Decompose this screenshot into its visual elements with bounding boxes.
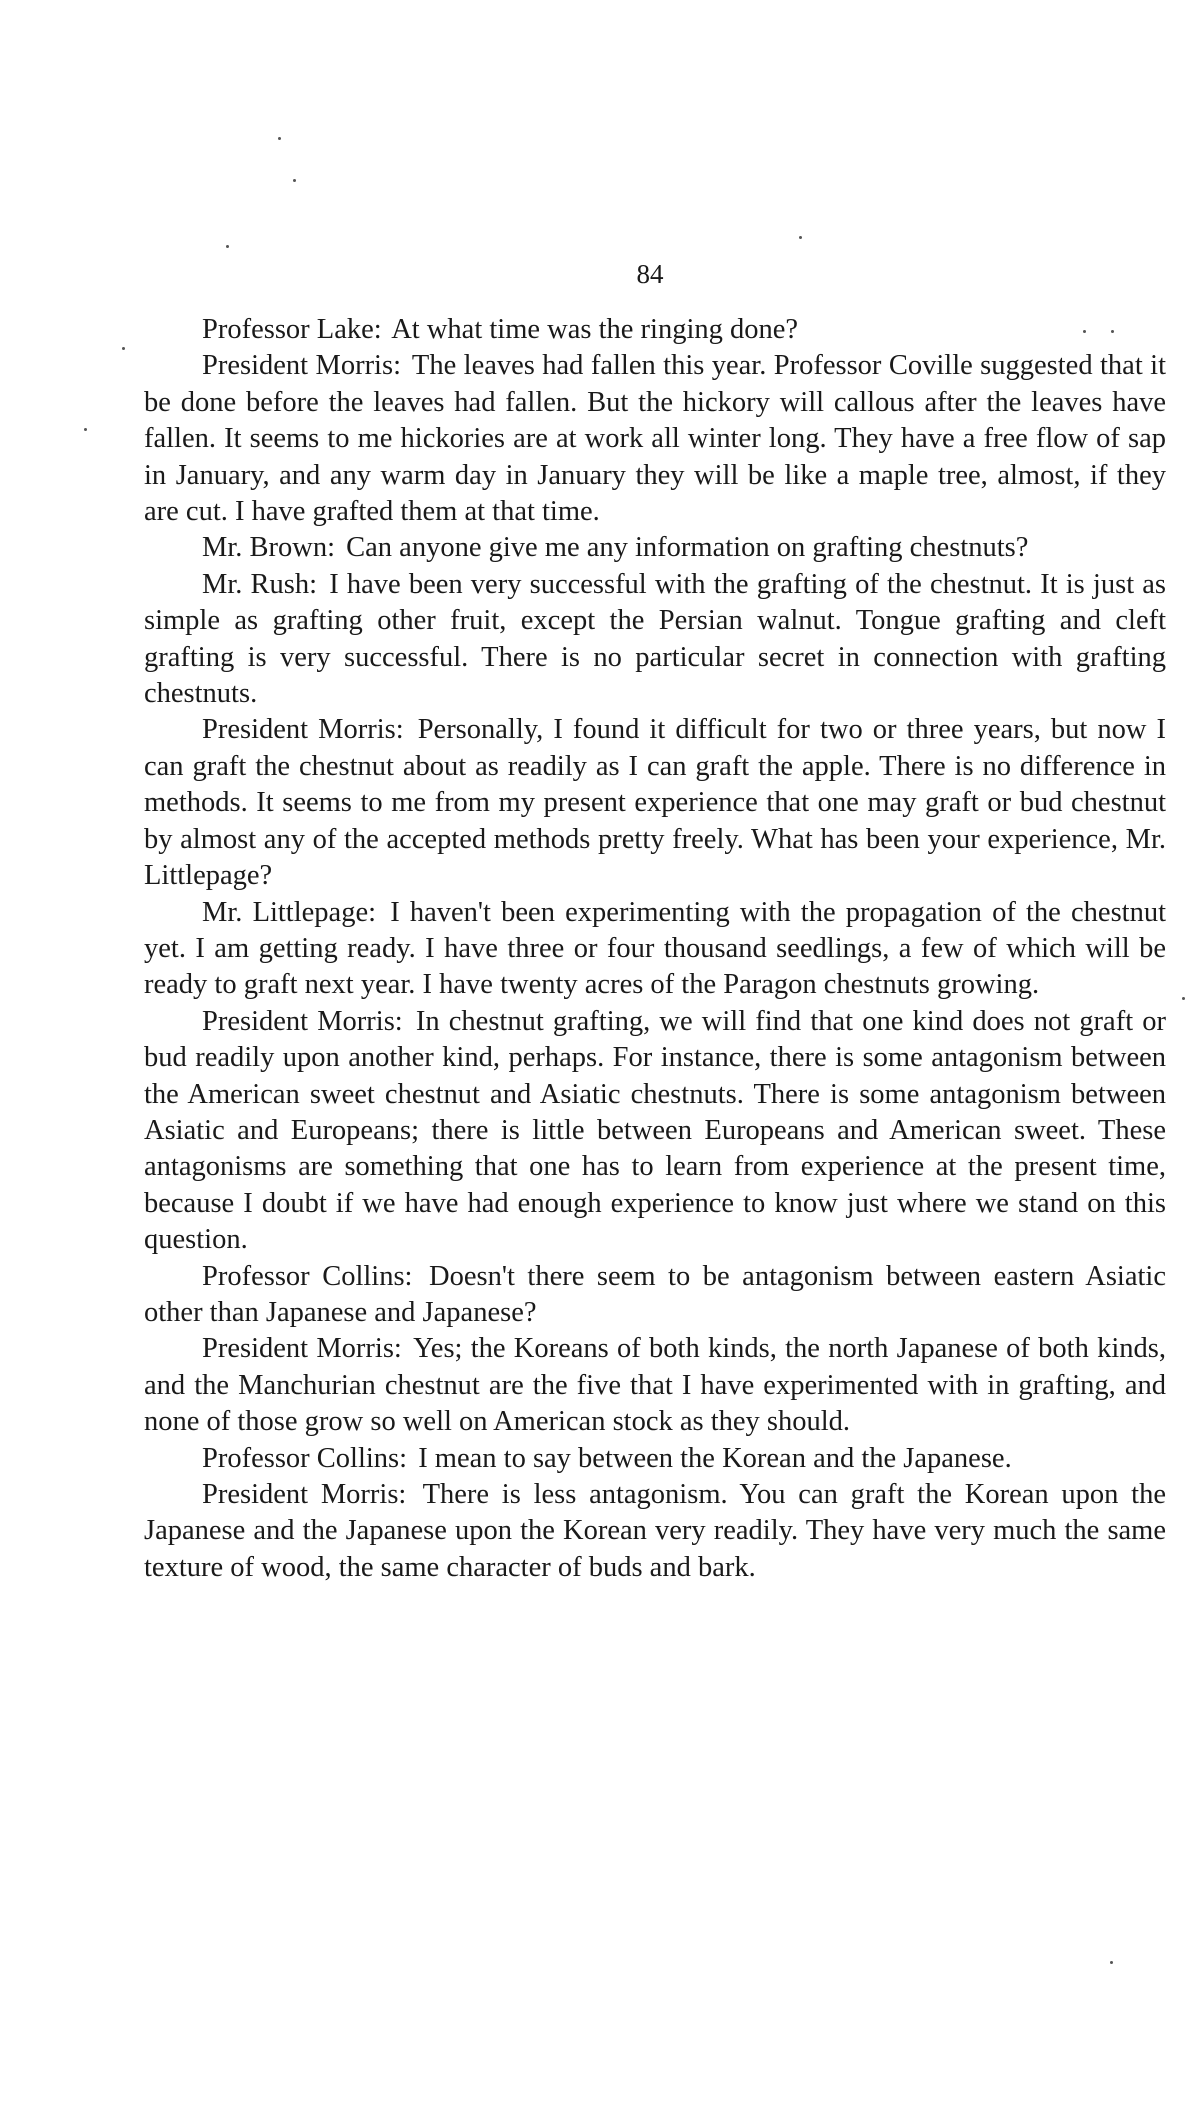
paragraph-text: Personally, I found it difficult for two or three years, but now I can graft the chestnut about as readily as I can graft the apple. There is no difference in methods. It seems to me from my present experience that one may graft or bud chestnut by almost any of the accepted methods pretty freely. What has been your experience, Mr. Littlepage? xyxy=(144,714,1166,892)
paragraph-text: Doesn't there seem to be antagonism between eastern Asiatic other than Japanese and Japanese? xyxy=(144,1260,1166,1328)
scan-speck xyxy=(293,179,296,182)
paragraph-text: I mean to say between the Korean and the Japanese. xyxy=(418,1442,1012,1474)
paragraph-text: Yes; the Koreans of both kinds, the north Japanese of both kinds, and the Manchurian chestnut are the five that I have experimented with in grafting, and none of those grow so well on American stock as they should. xyxy=(144,1333,1166,1438)
scan-speck xyxy=(226,245,229,248)
paragraph xyxy=(144,1004,1166,1259)
paragraph-text: I haven't been experimenting with the propagation of the chestnut yet. I am getting ready. I have three or four thousand seedlings, a few of which will be ready to graft next year. I have twenty acres of the Paragon chestnuts growing. xyxy=(144,896,1166,1001)
speaker-name: Professor Collins: xyxy=(202,1260,413,1292)
speaker-name: President Morris: xyxy=(202,350,401,382)
scan-speck xyxy=(1110,1961,1113,1964)
paragraph-text: At what time was the ringing done? xyxy=(391,314,799,345)
paragraph xyxy=(144,1331,1166,1440)
paragraph xyxy=(144,1259,1166,1332)
speaker-name: Mr. Rush: xyxy=(202,568,318,600)
paragraph xyxy=(144,712,1166,894)
paragraph-text: In chestnut grafting, we will find that one kind does not graft or bud readily upon another kind, perhaps. For instance, there is some antagonism between the American sweet chestnut and Asiatic chestnuts. There is some antagonism between Asiatic and Europeans; there is little between Europeans and American sweet. These antagonisms are something that one has to learn from experience at the present time, because I doubt if we have had enough experience to know just where we stand on this question. xyxy=(144,1005,1167,1256)
paragraph xyxy=(144,312,1166,348)
speaker-name: President Morris: xyxy=(202,1333,402,1365)
speaker-name: President Morris: xyxy=(202,1479,407,1510)
speaker-name: Professor Collins: xyxy=(202,1442,408,1474)
paragraph xyxy=(144,530,1166,566)
paragraph xyxy=(144,567,1166,713)
paragraph-text: The leaves had fallen this year. Professor Coville suggested that it be done before the leaves had fallen. But the hickory will callous after the leaves have fallen. It seems to me hickories are at work all winter long. They have a free flow of sap in January, and any warm day in January they will be like a maple tree, almost, if they are cut. I have grafted them at that time. xyxy=(144,350,1166,528)
speaker-name: Professor Lake: xyxy=(202,314,382,345)
paragraph-text: Can anyone give me any information on grafting chestnuts? xyxy=(346,532,1029,564)
scan-speck xyxy=(278,137,281,140)
paragraph-text: There is less antagonism. You can graft the Korean upon the Japanese and the Japanese upon the Korean very readily. They have very much the same texture of wood, the same character of buds and bark. xyxy=(144,1479,1166,1583)
scan-speck xyxy=(84,428,87,431)
scan-speck xyxy=(799,236,802,239)
scan-speck xyxy=(122,347,125,350)
paragraph xyxy=(144,1477,1166,1586)
paragraph xyxy=(144,1441,1166,1477)
paragraph-text: I have been very successful with the grafting of the chestnut. It is just as simple as grafting other fruit, except the Persian walnut. Tongue grafting and cleft grafting is very successful. There is no particular secret in connection with grafting chestnuts. xyxy=(144,568,1167,710)
speaker-name: Mr. Brown: xyxy=(202,532,336,564)
scan-speck xyxy=(1182,997,1185,1000)
speaker-name: President Morris: xyxy=(202,714,404,746)
paragraph xyxy=(144,895,1166,1004)
speaker-name: President Morris: xyxy=(202,1005,403,1037)
page-body xyxy=(144,312,1166,1586)
page-number: 84 xyxy=(636,259,664,289)
speaker-name: Mr. Littlepage: xyxy=(202,896,377,928)
paragraph xyxy=(144,348,1166,530)
